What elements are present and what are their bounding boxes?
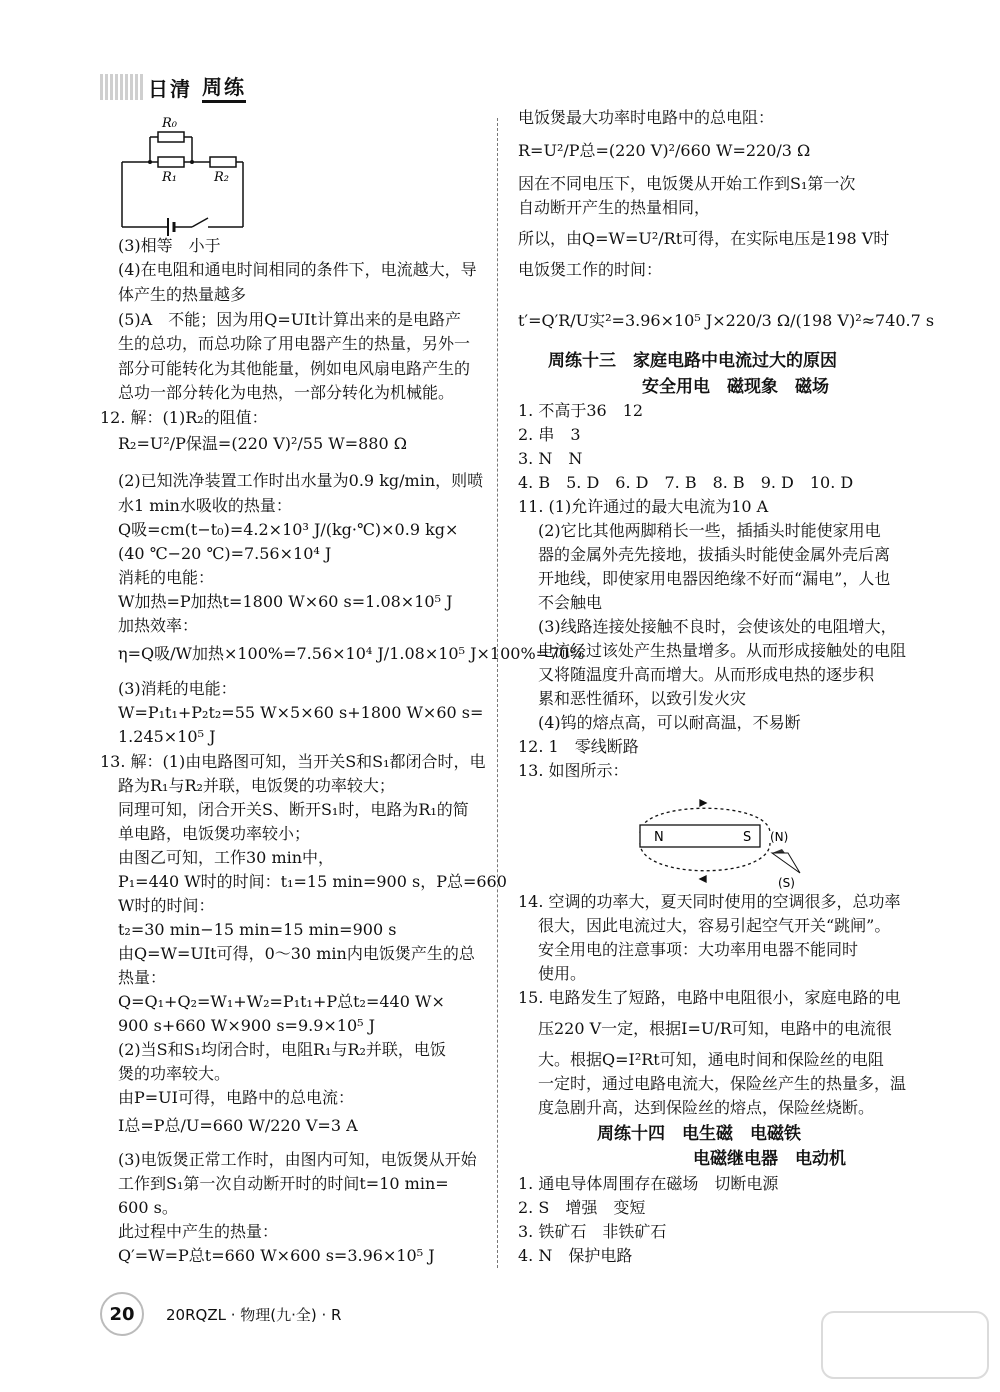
left-text-line: W=P₁t₁+P₂t₂=55 W×5×60 s+1800 W×60 s=: [118, 703, 484, 722]
right-text-line: 13. 如图所示：: [518, 761, 629, 780]
left-text-line: 体产生的热量越多: [118, 285, 247, 304]
right-text-line: R=U²/P总=(220 V)²/660 W=220/3 Ω: [518, 141, 811, 160]
left-text-line: 水1 min水吸收的热量：: [118, 496, 292, 515]
left-text-line: 由Q=W=UIt可得，0～30 min内电饭煲产生的总: [118, 944, 475, 963]
left-text-line: 由图乙可知，工作30 min中，: [118, 848, 335, 867]
needle-n-label: (N): [770, 830, 789, 844]
right-text-line: 一定时，通过电路电流大，保险丝产生的热量多，温: [538, 1074, 907, 1093]
left-text-line: (3)消耗的电能：: [118, 679, 237, 698]
watermark-logo: [820, 1310, 990, 1380]
right-text-line: 2. 串 3: [518, 425, 581, 444]
right-text-line: 又将随温度升高而增大。从而形成电热的逐步积: [538, 665, 875, 684]
magnet-n: N: [654, 830, 664, 845]
left-text-line: 加热效率：: [118, 616, 199, 635]
right-text-line: 器的金属外壳先接地，拔插头时能使金属外壳后离: [538, 545, 891, 564]
left-text-line: (4)在电阻和通电时间相同的条件下，电流越大，导: [118, 260, 477, 279]
left-text-line: 13. 解：(1)由电路图可知，当开关S和S₁都闭合时，电: [100, 752, 486, 771]
right-text-line: 累和恶性循环，以致引发火灾: [538, 689, 747, 708]
left-text-line: Q吸=cm(t−t₀)=4.2×10³ J/(kg·℃)×0.9 kg×: [118, 520, 459, 539]
right-text-line: 14. 空调的功率大，夏天同时使用的空调很多，总功率: [518, 892, 901, 911]
right-text-line: 压220 V一定，根据I=U/R可知，电路中的电流很: [538, 1019, 892, 1038]
left-text-line: 部分可能转化为其他能量，例如电风扇电路产生的: [118, 359, 471, 378]
left-text-line: 同理可知，闭合开关S、断开S₁时，电路为R₁的简: [118, 800, 469, 819]
left-text-line: (3)电饭煲正常工作时，由图内可知，电饭煲从开始: [118, 1150, 477, 1169]
column-divider: [497, 118, 498, 1268]
section-heading: 安全用电 磁现象 磁场: [642, 377, 829, 397]
right-text-line: 1. 不高于36 12: [518, 401, 644, 420]
right-text-line: 3. 铁矿石 非铁矿石: [518, 1222, 667, 1241]
right-text-line: 15. 电路发生了短路，电路中电阻很小，家庭电路的电: [518, 988, 901, 1007]
right-text-line: 3. N N: [518, 449, 583, 468]
left-text-line: 生的总功，而总功除了用电器产生的热量，另外一: [118, 334, 471, 353]
left-text-line: 600 s。: [118, 1198, 178, 1217]
header-title-left: 日清: [148, 76, 192, 101]
right-text-line: 2. S 增强 变短: [518, 1198, 646, 1217]
right-text-line: (2)它比其他两脚稍长一些，插插头时能使家用电: [538, 521, 881, 540]
left-text-line: 路为R₁与R₂并联，电饭煲的功率较大；: [118, 776, 395, 795]
section-heading: 周练十三 家庭电路中电流过大的原因: [548, 351, 837, 371]
left-text-line: 煲的功率较大。: [118, 1064, 231, 1083]
section-heading: 周练十四 电生磁 电磁铁: [597, 1124, 801, 1144]
left-text-line: (3)相等 小于: [118, 236, 221, 255]
left-text-line: η=Q吸/W加热×100%=7.56×10⁴ J/1.08×10⁵ J×100%=70%: [118, 644, 585, 663]
section-heading: 电磁继电器 电动机: [693, 1149, 846, 1169]
right-text-line: 很大，因此电流过大，容易引起空气开关“跳闸”。: [538, 916, 891, 935]
left-text-line: 单电路，电饭煲功率较小；: [118, 824, 311, 843]
right-text-line: 4. B 5. D 6. D 7. B 8. B 9. D 10. D: [518, 473, 854, 492]
left-text-line: (2)已知洗净装置工作时出水量为0.9 kg/min，则喷: [118, 471, 484, 490]
right-text-line: 11. (1)允许通过的最大电流为10 A: [518, 497, 769, 516]
left-text-line: I总=P总/U=660 W/220 V=3 A: [118, 1116, 358, 1135]
left-text-line: 1.245×10⁵ J: [118, 727, 216, 746]
left-text-line: W加热=P加热t=1800 W×60 s=1.08×10⁵ J: [118, 592, 453, 611]
header-title-right: 周练: [202, 71, 246, 103]
right-text-line: 1. 通电导体周围存在磁场 切断电源: [518, 1174, 779, 1193]
left-text-line: 12. 解：(1)R₂的阻值：: [100, 408, 268, 427]
right-text-line: 使用。: [538, 964, 587, 983]
left-text-line: 900 s+660 W×900 s=9.9×10⁵ J: [118, 1016, 376, 1035]
right-text-line: 开地线，即使家用电器因绝缘不好而“漏电”，人也: [538, 569, 891, 588]
right-text-line: 不会触电: [538, 593, 603, 612]
right-text-line: 电饭煲最大功率时电路中的总电阻：: [518, 108, 775, 127]
right-text-line: (4)钨的熔点高，可以耐高温，不易断: [538, 713, 801, 732]
right-text-line: 因在不同电压下，电饭煲从开始工作到S₁第一次: [518, 174, 856, 193]
left-text-line: (2)当S和S₁均闭合时，电阻R₁与R₂并联，电饭: [118, 1040, 446, 1059]
left-text-line: Q′=W=P总t=660 W×600 s=3.96×10⁵ J: [118, 1246, 435, 1265]
right-text-line: 12. 1 零线断路: [518, 737, 639, 756]
right-text-line: (3)线路连接处接触不良时，会使该处的电阻增大，: [538, 617, 897, 636]
magnet-s: S: [743, 830, 752, 845]
left-text-line: (5)A 不能；因为用Q=UIt计算出来的是电路产: [118, 310, 461, 329]
right-text-line: 度急剧升高，达到保险丝的熔点，保险丝烧断。: [538, 1098, 875, 1117]
left-text-line: 此过程中产生的热量：: [118, 1222, 279, 1241]
right-text-line: 4. N 保护电路: [518, 1246, 633, 1265]
label-r0: R₀: [162, 116, 177, 131]
book-code: 20RQZL · 物理(九·全) · R: [166, 1305, 342, 1324]
right-text-line: t′=Q′R/U实²=3.96×10⁵ J×220/3 Ω/(198 V)²≈740.7 s: [518, 311, 935, 330]
right-text-line: 安全用电的注意事项：大功率用电器不能同时: [538, 940, 859, 959]
left-text-line: W时的时间：: [118, 896, 215, 915]
left-text-line: 热量：: [118, 968, 167, 987]
footer: [100, 1292, 341, 1336]
label-r2: R₂: [214, 170, 229, 185]
header-decoration: [100, 74, 144, 100]
right-text-line: 大。根据Q=I²Rt可知，通电时间和保险丝的电阻: [538, 1050, 884, 1069]
left-text-line: 消耗的电能：: [118, 568, 215, 587]
left-text-line: P₁=440 W时的时间：t₁=15 min=900 s，P总=660: [118, 872, 507, 891]
left-text-line: (40 ℃−20 ℃)=7.56×10⁴ J: [118, 544, 332, 563]
right-text-line: 电流经过该处产生热量增多。从而形成接触处的电阻: [538, 641, 907, 660]
page-number: 20: [100, 1292, 144, 1336]
right-text-line: 自动断开产生的热量相同，: [518, 198, 711, 217]
left-text-line: R₂=U²/P保温=(220 V)²/55 W=880 Ω: [118, 434, 407, 453]
left-text-line: 工作到S₁第一次自动断开时的时间t=10 min=: [118, 1174, 449, 1193]
header: [100, 70, 246, 104]
left-text-line: t₂=30 min−15 min=15 min=900 s: [118, 920, 397, 939]
label-r1: R₁: [162, 170, 177, 185]
magnet-diagram: [630, 795, 810, 890]
left-text-line: 由P=UI可得，电路中的总电流：: [118, 1088, 354, 1107]
needle-s-label: (S): [778, 876, 795, 890]
left-text-line: 总功一部分转化为电热，一部分转化为机械能。: [118, 383, 455, 402]
circuit-diagram: [110, 115, 250, 240]
right-text-line: 所以，由Q=W=U²/Rt可得，在实际电压是198 V时: [518, 229, 890, 248]
left-text-line: Q=Q₁+Q₂=W₁+W₂=P₁t₁+P总t₂=440 W×: [118, 992, 445, 1011]
right-text-line: 电饭煲工作的时间：: [518, 260, 663, 279]
